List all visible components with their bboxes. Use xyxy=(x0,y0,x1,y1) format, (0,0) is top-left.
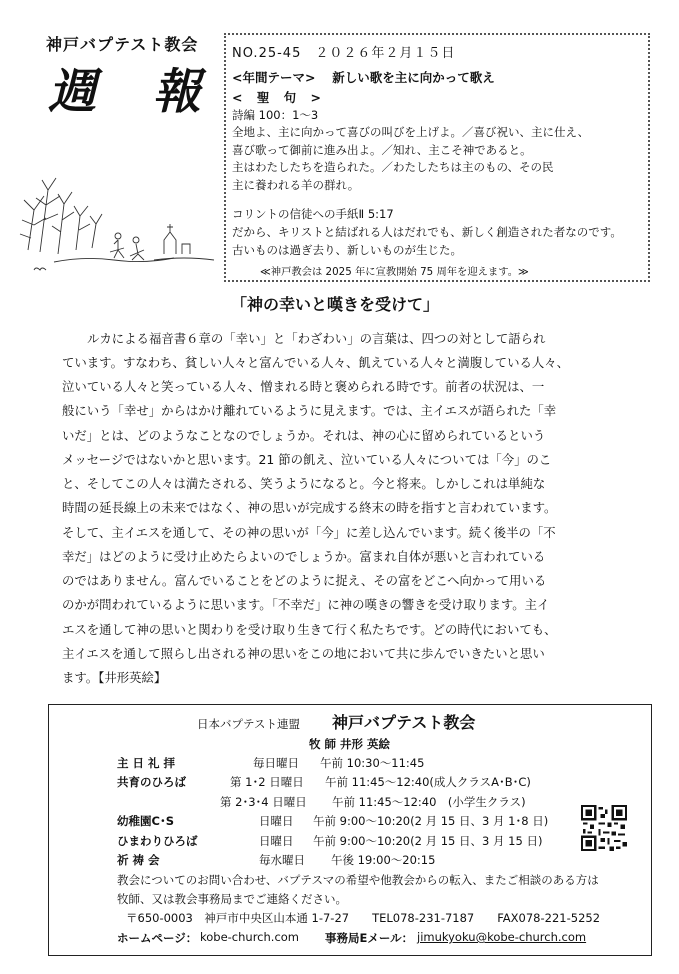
verse-line: 喜び歌って御前に進み出よ。／知れ、主こそ神であると。 xyxy=(232,143,532,157)
address-line: 〒650-0003 神戸市中央区山本通 1-7-27 TEL078-231-7187 FAX078-221-5252 xyxy=(126,911,601,925)
verse2-line: だから、キリストと結ばれる人はだれでも、新しく創造された者なのです。 xyxy=(232,225,622,239)
scripture-heading: < 聖 句 > xyxy=(232,90,327,105)
sermon-title: 「神の幸いと嘆きを受けて」 xyxy=(231,295,440,314)
sermon-line: 時間の延長線上の未来ではなく、神の思いが完成する終末の時を指すと言われています。 xyxy=(62,500,557,515)
sermon-line: エスを通して神の思いと関わりを受け取り生きて行く私たちです。どの時代においても、 xyxy=(62,622,557,637)
verse-line: 全地よ、主に向かって喜びの叫びを上げよ。／喜び祝い、主に仕え、 xyxy=(232,125,590,139)
sermon-line: 泣いている人々と笑っている人々、憎まれる時と褒められる時です。前者の状況は、一 xyxy=(62,379,545,394)
sermon-line: のではありません。富んでいることをどのように捉え、その富をどこへ向かって用いる xyxy=(62,573,547,588)
church-name-footer: 神戸バプテスト教会 xyxy=(332,713,476,732)
contact-line: 牧師、又は教会事務局までご連絡ください。 xyxy=(117,892,347,906)
sermon-line: ています。すなわち、貧しい人々と富んでいる人々、飢えている人々と満腹している人々、 xyxy=(62,355,570,370)
sermon-line: 主イエスを通して照らし出される神の思いをこの地において共に歩んでいきたいと思い xyxy=(62,646,545,661)
sermon-line: 幸だ」はどのように受け止めたらよいのでしょうか。富まれ自体が悪いと言われている xyxy=(62,549,546,564)
sermon-line: いだ」とは、どのようなことなのでしょうか。それは、神の心に留められているという xyxy=(62,428,546,443)
schedule-day: 日曜日 xyxy=(259,814,294,828)
pastor-name: 牧 師 井形 英絵 xyxy=(309,737,391,751)
schedule-time: 午後 19:00～20:15 xyxy=(331,853,436,867)
schedule-time: 午前 9:00～10:20(2 月 15 日、3 月 15 日) xyxy=(313,834,543,848)
schedule-day: 第 2･3･4 日曜日 xyxy=(220,795,307,809)
verse2-line: コリントの信徒への手紙Ⅱ 5:17 xyxy=(232,207,394,221)
sermon-line: そして、主イエスを通して、その神の思いが「今」に差し込んでいます。続く後半の「不 xyxy=(62,525,556,540)
schedule-name: 主 日 礼 拝 xyxy=(117,756,176,770)
schedule-time: 午前 11:45～12:40(成人クラスA･B･C) xyxy=(325,775,531,789)
union-name: 日本バプテスト連盟 xyxy=(197,717,301,731)
sermon-line: ルカによる福音書６章の「幸い」と「わざわい」の言葉は、四つの対として語られ xyxy=(87,331,546,346)
verse-line: 主はわたしたちを造られた。／わたしたちは主のもの、その民 xyxy=(232,160,554,174)
sermon-line: と、そしてこの人々は満たされる、笑うようになると。今と将来。しかしこれは単純な xyxy=(62,476,546,491)
annual-theme: <年間テーマ> 新しい歌を主に向かって歌え xyxy=(232,70,495,85)
verse-line: 主に養われる羊の群れ。 xyxy=(232,178,360,192)
church-name: 神戸バプテスト教会 xyxy=(46,35,199,54)
sermon-line: のかが問われているように思います。「不幸だ」に神の嘆きの響きを受け取ります。主イ xyxy=(62,597,550,612)
schedule-day: 日曜日 xyxy=(259,834,294,848)
verse-line: 詩編 100：1～3 xyxy=(232,108,319,122)
schedule-day: 毎日曜日 xyxy=(253,756,299,770)
bulletin-title: 週 報 xyxy=(48,64,221,120)
qr-code-icon[interactable] xyxy=(581,805,627,851)
schedule-name: 祈 祷 会 xyxy=(117,853,160,867)
contact-line: 教会についてのお問い合わせ、バプテスマの希望や他教会からの転入、またご相談のある方は xyxy=(117,873,599,887)
anniversary-note: ≪神戸教会は 2025 年に宣教開始 75 周年を迎えます。≫ xyxy=(260,266,529,278)
email-link[interactable]: jimukyoku@kobe-church.com xyxy=(417,930,587,944)
issue-number-date: NO.25-45 ２０２６年２月１５日 xyxy=(232,46,456,61)
verse2-line: 古いものは過ぎ去り、新しいものが生じた。 xyxy=(232,243,462,257)
homepage-label: ホームページ： xyxy=(117,931,198,945)
email-label: 事務局Eメール： xyxy=(325,931,414,945)
schedule-day: 第 1･2 日曜日 xyxy=(230,775,304,789)
homepage-link[interactable]: kobe-church.com xyxy=(200,930,300,944)
sermon-line: メッセージではないかと思います。21 節の飢え、泣いている人々については「今」のこ xyxy=(62,452,552,467)
sermon-line: 般にいう「幸せ」からはかけ離れているように見えます。では、主イエスが語られた「幸 xyxy=(62,403,557,418)
schedule-name: ひまわりひろば xyxy=(117,834,198,848)
schedule-name: 共育のひろば xyxy=(117,775,186,789)
schedule-name: 幼稚園C･S xyxy=(117,814,174,828)
schedule-time: 午前 9:00～10:20(2 月 15 日、3 月 1･8 日) xyxy=(313,814,549,828)
schedule-time: 午前 10:30～11:45 xyxy=(320,756,425,770)
schedule-day: 毎水曜日 xyxy=(259,853,305,867)
schedule-time: 午前 11:45～12:40 (小学生クラス) xyxy=(332,795,526,809)
winter-sketch-illustration xyxy=(14,170,219,280)
sermon-line: ます。【井形英絵】 xyxy=(62,670,167,685)
